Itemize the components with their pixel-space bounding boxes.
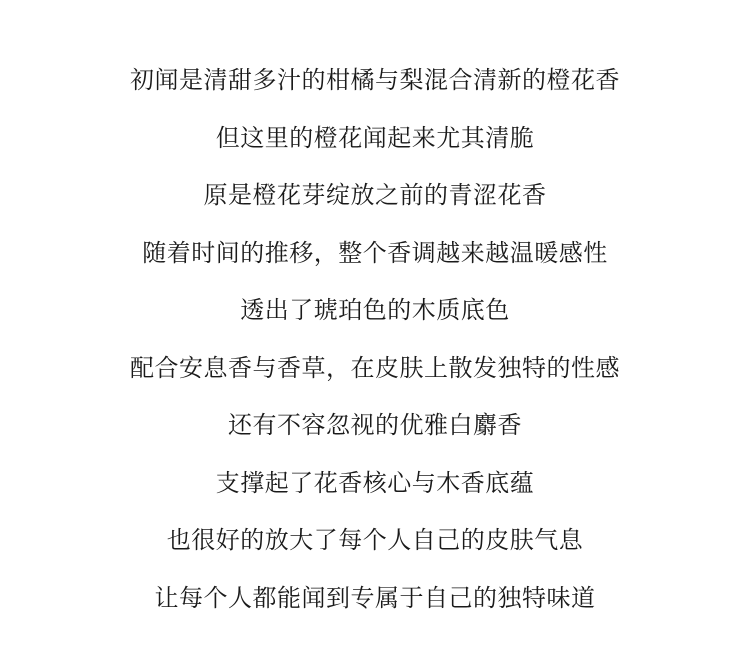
text-line: 支撑起了花香核心与木香底蕴 — [215, 468, 535, 497]
text-line: 让每个人都能闻到专属于自己的独特味道 — [154, 583, 596, 612]
text-line: 透出了琥珀色的木质底色 — [240, 296, 510, 324]
text-line: 初闻是清甜多汁的柑橘与梨混合清新的橙花香 — [130, 66, 620, 94]
text-line: 原是橙花芽绽放之前的青涩花香 — [203, 181, 547, 209]
text-block — [0, 52, 750, 627]
text-line: 还有不容忽视的优雅白麝香 — [228, 411, 522, 439]
text-line: 配合安息香与香草，在皮肤上散发独特的性感 — [130, 353, 620, 382]
text-line: 随着时间的推移，整个香调越来越温暖感性 — [142, 238, 608, 267]
text-line: 但这里的橙花闻起来尤其清脆 — [215, 123, 535, 152]
text-line: 也很好的放大了每个人自己的皮肤气息 — [166, 526, 584, 554]
